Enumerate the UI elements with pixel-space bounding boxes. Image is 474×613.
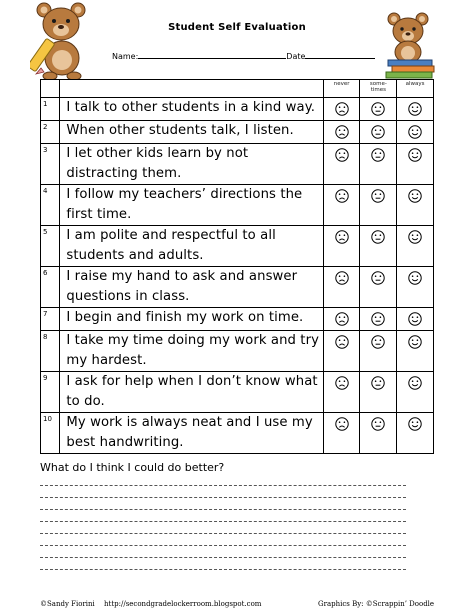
statement-column-header bbox=[60, 80, 323, 98]
rating-cell-always[interactable] bbox=[397, 185, 434, 226]
statement-cell bbox=[60, 413, 323, 454]
rating-cell-never[interactable] bbox=[323, 267, 360, 308]
name-field[interactable] bbox=[138, 51, 286, 59]
name-date-row bbox=[112, 51, 372, 61]
statement-line: questions in class. bbox=[66, 289, 190, 304]
statement-line: distracting them. bbox=[66, 166, 182, 181]
statement-line: I let other kids learn by not bbox=[66, 146, 249, 161]
statement-cell bbox=[60, 98, 323, 121]
rating-cell-never[interactable] bbox=[323, 413, 360, 454]
statement-cell bbox=[60, 372, 323, 413]
table-row bbox=[41, 413, 434, 454]
table-row bbox=[41, 144, 434, 185]
writing-line[interactable] bbox=[40, 533, 406, 534]
neutral-face-icon[interactable] bbox=[371, 312, 385, 326]
writing-line[interactable] bbox=[40, 509, 406, 510]
row-number: 8 bbox=[41, 331, 60, 372]
neutral-face-icon[interactable] bbox=[371, 189, 385, 203]
rating-cell-never[interactable] bbox=[323, 226, 360, 267]
rating-cell-always[interactable] bbox=[397, 98, 434, 121]
sad-face-icon[interactable] bbox=[335, 271, 349, 285]
rating-cell-always[interactable] bbox=[397, 144, 434, 185]
happy-face-icon[interactable] bbox=[408, 376, 422, 390]
sad-face-icon[interactable] bbox=[335, 335, 349, 349]
statement-line: I am polite and respectful to all bbox=[66, 228, 276, 243]
statement-line: to do. bbox=[66, 394, 105, 409]
bear-with-pencil-icon bbox=[30, 0, 92, 80]
table-row bbox=[41, 331, 434, 372]
rating-cell-always[interactable] bbox=[397, 372, 434, 413]
rating-cell-sometimes[interactable] bbox=[360, 144, 397, 185]
writing-line[interactable] bbox=[40, 497, 406, 498]
row-number: 7 bbox=[41, 308, 60, 331]
statement-line: students and adults. bbox=[66, 248, 204, 263]
footer-graphics-credit: Graphics By: ©Scrappin’ Doodle bbox=[318, 600, 435, 608]
happy-face-icon[interactable] bbox=[408, 102, 422, 116]
rating-cell-always[interactable] bbox=[397, 331, 434, 372]
footer-copyright: ©Sandy Fiorini bbox=[40, 600, 95, 608]
happy-face-icon[interactable] bbox=[408, 189, 422, 203]
statement-line: best handwriting. bbox=[66, 435, 184, 450]
sad-face-icon[interactable] bbox=[335, 189, 349, 203]
statement-line: I follow my teachers’ directions the bbox=[66, 187, 303, 202]
row-number: 1 bbox=[41, 98, 60, 121]
rating-cell-never[interactable] bbox=[323, 372, 360, 413]
statement-line: I talk to other students in a kind way. bbox=[66, 100, 316, 115]
table-row bbox=[41, 308, 434, 331]
table-row bbox=[41, 185, 434, 226]
statement-line: first time. bbox=[66, 207, 132, 222]
date-field[interactable] bbox=[305, 51, 375, 59]
rating-cell-sometimes[interactable] bbox=[360, 308, 397, 331]
writing-line[interactable] bbox=[40, 485, 406, 486]
happy-face-icon[interactable] bbox=[408, 335, 422, 349]
happy-face-icon[interactable] bbox=[408, 312, 422, 326]
evaluation-table bbox=[40, 79, 434, 454]
neutral-face-icon[interactable] bbox=[371, 376, 385, 390]
row-number: 9 bbox=[41, 372, 60, 413]
row-number: 2 bbox=[41, 121, 60, 144]
neutral-face-icon[interactable] bbox=[371, 335, 385, 349]
statement-cell bbox=[60, 144, 323, 185]
rating-cell-sometimes[interactable] bbox=[360, 185, 397, 226]
name-label: Name: bbox=[112, 52, 139, 61]
happy-face-icon[interactable] bbox=[408, 148, 422, 162]
neutral-face-icon[interactable] bbox=[371, 148, 385, 162]
statement-line: I ask for help when I don’t know what bbox=[66, 374, 318, 389]
row-number: 6 bbox=[41, 267, 60, 308]
rating-cell-never[interactable] bbox=[323, 185, 360, 226]
rating-cell-sometimes[interactable] bbox=[360, 267, 397, 308]
neutral-face-icon[interactable] bbox=[371, 417, 385, 431]
rating-cell-sometimes[interactable] bbox=[360, 121, 397, 144]
row-number: 3 bbox=[41, 144, 60, 185]
neutral-face-icon[interactable] bbox=[371, 125, 385, 139]
statement-cell bbox=[60, 121, 323, 144]
footer-url[interactable]: http://secondgradelockerroom.blogspot.com bbox=[104, 600, 262, 608]
neutral-face-icon[interactable] bbox=[371, 102, 385, 116]
number-column-header bbox=[41, 80, 60, 98]
sometimes-line-1: some- bbox=[369, 81, 387, 87]
table-row bbox=[41, 372, 434, 413]
happy-face-icon[interactable] bbox=[408, 417, 422, 431]
sad-face-icon[interactable] bbox=[335, 125, 349, 139]
table-row bbox=[41, 98, 434, 121]
rating-cell-always[interactable] bbox=[397, 226, 434, 267]
date-label: Date bbox=[286, 52, 306, 61]
sad-face-icon[interactable] bbox=[335, 148, 349, 162]
table-header-row bbox=[41, 80, 434, 98]
happy-face-icon[interactable] bbox=[408, 230, 422, 244]
column-header-always: always bbox=[397, 80, 434, 98]
statement-cell bbox=[60, 185, 323, 226]
rating-cell-never[interactable] bbox=[323, 308, 360, 331]
rating-cell-never[interactable] bbox=[323, 121, 360, 144]
statement-line: I take my time doing my work and try bbox=[66, 333, 319, 348]
statement-cell bbox=[60, 267, 323, 308]
table-row bbox=[41, 121, 434, 144]
column-header-sometimes bbox=[360, 80, 397, 98]
table-row bbox=[41, 267, 434, 308]
table-row bbox=[41, 226, 434, 267]
sad-face-icon[interactable] bbox=[335, 376, 349, 390]
rating-cell-always[interactable] bbox=[397, 413, 434, 454]
statement-line: my hardest. bbox=[66, 353, 147, 368]
neutral-face-icon[interactable] bbox=[371, 271, 385, 285]
rating-cell-never[interactable] bbox=[323, 144, 360, 185]
writing-line[interactable] bbox=[40, 521, 406, 522]
rating-cell-never[interactable] bbox=[323, 331, 360, 372]
rating-cell-always[interactable] bbox=[397, 267, 434, 308]
page-title: Student Self Evaluation bbox=[168, 22, 306, 33]
row-number: 4 bbox=[41, 185, 60, 226]
statement-line: My work is always neat and I use my bbox=[66, 415, 313, 430]
happy-face-icon[interactable] bbox=[408, 125, 422, 139]
writing-line[interactable] bbox=[40, 569, 406, 570]
row-number: 10 bbox=[41, 413, 60, 454]
rating-cell-never[interactable] bbox=[323, 98, 360, 121]
statement-cell bbox=[60, 308, 323, 331]
statement-cell bbox=[60, 331, 323, 372]
column-header-never: never bbox=[323, 80, 360, 98]
statement-line: When other students talk, I listen. bbox=[66, 123, 294, 138]
neutral-face-icon[interactable] bbox=[371, 230, 385, 244]
sad-face-icon[interactable] bbox=[335, 102, 349, 116]
reflection-prompt: What do I think I could do better? bbox=[40, 461, 225, 474]
statement-line: I raise my hand to ask and answer bbox=[66, 269, 298, 284]
rating-cell-sometimes[interactable] bbox=[360, 98, 397, 121]
rating-cell-always[interactable] bbox=[397, 121, 434, 144]
rating-cell-always[interactable] bbox=[397, 308, 434, 331]
statement-line: I begin and finish my work on time. bbox=[66, 310, 304, 325]
row-number: 5 bbox=[41, 226, 60, 267]
writing-line[interactable] bbox=[40, 545, 406, 546]
sad-face-icon[interactable] bbox=[335, 230, 349, 244]
rating-cell-sometimes[interactable] bbox=[360, 226, 397, 267]
rating-cell-sometimes[interactable] bbox=[360, 413, 397, 454]
sad-face-icon[interactable] bbox=[335, 417, 349, 431]
writing-line[interactable] bbox=[40, 557, 406, 558]
happy-face-icon[interactable] bbox=[408, 271, 422, 285]
sometimes-line-2: times bbox=[370, 87, 386, 93]
statement-cell bbox=[60, 226, 323, 267]
sad-face-icon[interactable] bbox=[335, 312, 349, 326]
rating-cell-sometimes[interactable] bbox=[360, 372, 397, 413]
rating-cell-sometimes[interactable] bbox=[360, 331, 397, 372]
